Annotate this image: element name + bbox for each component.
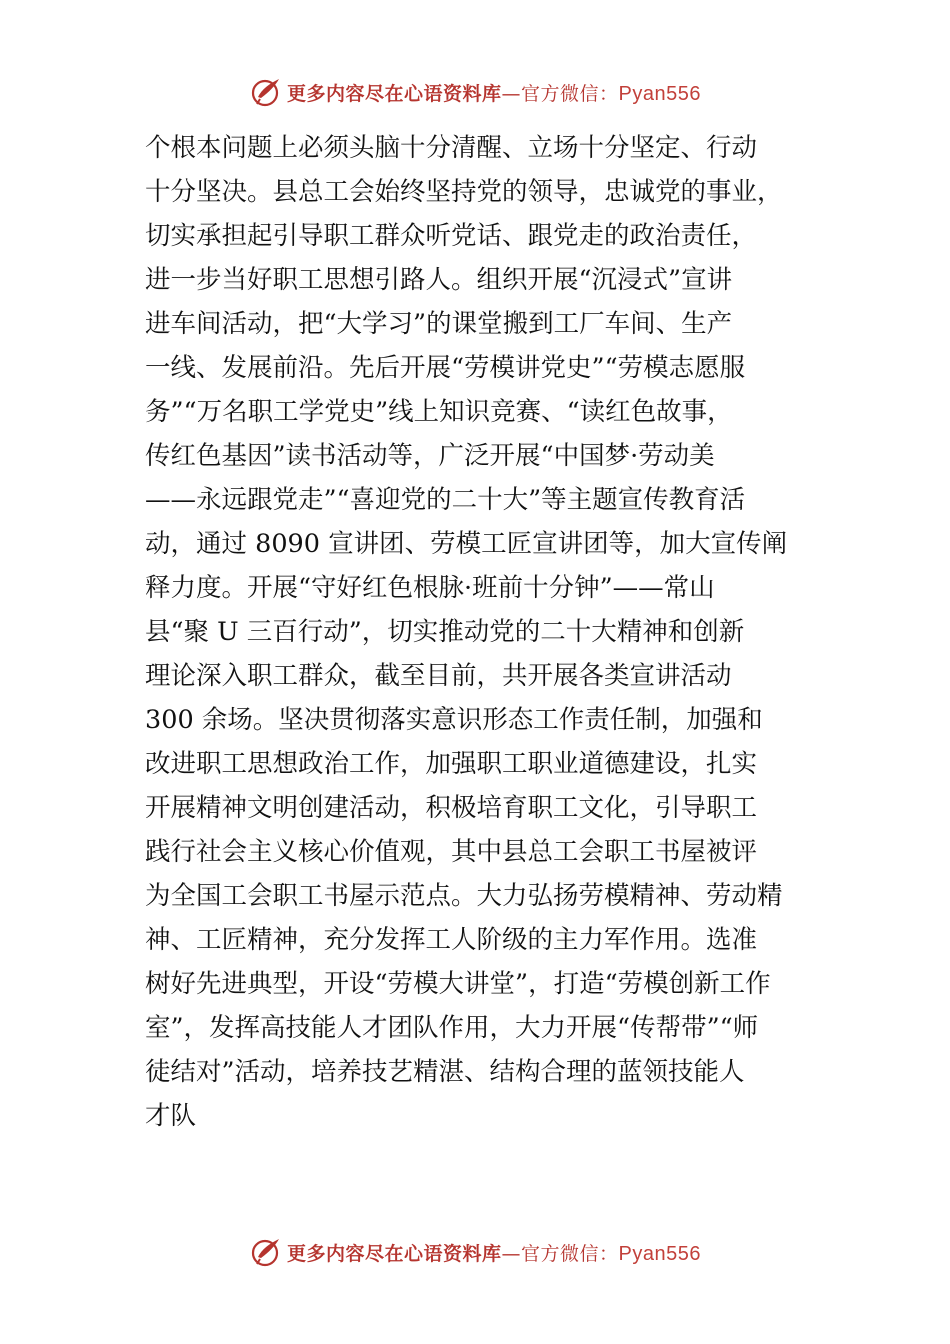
text-line: 树好先进典型，开设“劳模大讲堂”，打造“劳模创新工作 [145, 969, 771, 999]
text-line: 室”，发挥高技能人才团队作用，大力开展“传帮带”“师 [145, 1013, 759, 1043]
text-line: 神、工匠精神，充分发挥工人阶级的主力军作用。选准 [145, 925, 758, 955]
text-line: 进一步当好职工思想引路人。组织开展“沉浸式”宣讲 [145, 265, 733, 295]
watermark-text [287, 1239, 701, 1266]
text-line: 为全国工会职工书屋示范点。大力弘扬劳模精神、劳动精 [145, 881, 783, 911]
text-line: 十分坚决。县总工会始终坚持党的领导，忠诚党的事业， [145, 177, 783, 207]
body-paragraph [145, 126, 815, 1138]
watermark-footer [0, 1230, 950, 1274]
text-line: 一线、发展前沿。先后开展“劳模讲党史”“劳模志愿服 [145, 353, 746, 383]
feather-seal-icon [249, 75, 283, 109]
watermark-brand: 更多内容尽在心语资料库 [287, 82, 502, 105]
watermark-dash: — [501, 82, 522, 105]
watermark-brand: 更多内容尽在心语资料库 [287, 1242, 502, 1265]
text-line: 徒结对”活动，培养技艺精湛、结构合理的蓝领技能人 [145, 1057, 745, 1087]
watermark-id: Pyan556 [618, 1242, 701, 1265]
text-line: 切实承担起引导职工群众听党话、跟党走的政治责任， [145, 221, 758, 251]
watermark-id: Pyan556 [618, 82, 701, 105]
watermark-label: 官方微信： [521, 82, 619, 105]
watermark-label: 官方微信： [521, 1242, 619, 1265]
text-line: 理论深入职工群众，截至目前，共开展各类宣讲活动 [145, 661, 732, 691]
feather-seal-icon [249, 1235, 283, 1269]
text-line: 进车间活动，把“大学习”的课堂搬到工厂车间、生产 [145, 309, 733, 339]
text-line: 300 余场。坚决贯彻落实意识形态工作责任制，加强和 [145, 705, 763, 735]
text-line: 动，通过 8090 宣讲团、劳模工匠宣讲团等，加大宣传阐 [145, 529, 788, 559]
text-line: 改进职工思想政治工作，加强职工职业道德建设，扎实 [145, 749, 758, 779]
watermark-header [0, 70, 950, 114]
text-line: 县“聚 U 三百行动”，切实推动党的二十大精神和创新 [145, 617, 745, 647]
text-line: 才队 [145, 1101, 197, 1131]
text-line: 传红色基因”读书活动等，广泛开展“中国梦·劳动美 [145, 441, 715, 471]
text-line: 释力度。开展“守好红色根脉·班前十分钟”——常山 [145, 573, 715, 603]
text-line: 个根本问题上必须头脑十分清醒、立场十分坚定、行动 [145, 133, 758, 163]
watermark-text [287, 79, 701, 106]
text-line: ——永远跟党走”“喜迎党的二十大”等主题宣传教育活 [145, 485, 746, 515]
text-line: 务”“万名职工学党史”线上知识竞赛、“读红色故事， [145, 397, 733, 427]
text-line: 践行社会主义核心价值观，其中县总工会职工书屋被评 [145, 837, 758, 867]
text-line: 开展精神文明创建活动，积极培育职工文化，引导职工 [145, 793, 758, 823]
watermark-dash: — [501, 1242, 522, 1265]
